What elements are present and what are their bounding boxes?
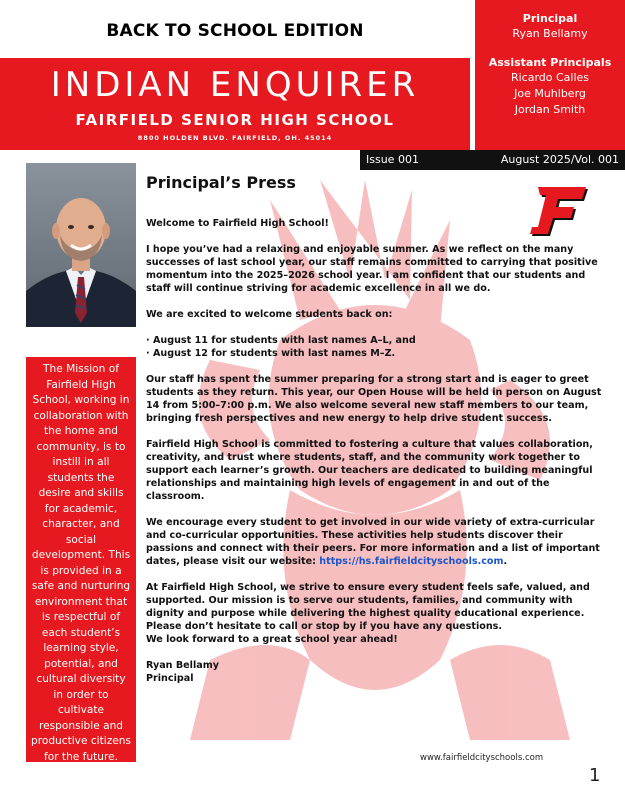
article-body — [146, 217, 608, 685]
school-name: FAIRFIELD SENIOR HIGH SCHOOL — [75, 111, 395, 129]
page-number: 1 — [589, 765, 601, 786]
assistant-principal: Jordan Smith — [514, 103, 586, 116]
mission-statement: The Mission of Fairfield High School, working in collaboration with the home and community, is to instill in all students the desire and skills for academic, character, and social development. This is provided in a safe and nurturing environment that is respectful of each student’s learning style, potential, and cultural diversity in order to cultivate responsible and productive citizens for the future. — [26, 357, 136, 762]
issue-date: August 2025/Vol. 001 — [500, 153, 619, 166]
list-item: · August 12 for students with last names M–Z. — [146, 348, 396, 359]
issue-number: Issue 001 — [366, 153, 419, 166]
paragraph: At Fairfield High School, we strive to ensure every student feels safe, valued, and supported. Our mission is to serve our students, families, and community with dignity and purpose while delivering the highest quality educational experience. Please don’t hesitate to call or stop by if you have any questions. — [146, 582, 590, 632]
signature-name: Ryan Bellamy — [146, 660, 219, 671]
paragraph: We look forward to a great school year ahead! — [146, 634, 398, 645]
assistant-principal: Joe Muhlberg — [514, 87, 586, 100]
masthead-title: INDIAN ENQUIRER — [50, 65, 420, 105]
article-title: Principal’s Press — [146, 173, 296, 192]
staff-box — [475, 0, 625, 150]
website-link[interactable]: https://hs.fairfieldcityschools.com — [319, 556, 504, 567]
school-address: 8800 HOLDEN BLVD. FAIRFIELD, OH. 45014 — [137, 134, 333, 142]
principal-name: Ryan Bellamy — [512, 27, 588, 40]
edition-label: BACK TO SCHOOL EDITION — [106, 21, 364, 41]
paragraph: Our staff has spent the summer preparing for a strong start and is eager to greet students as they return. This year, our Open House will be held in person on August 14 from 5:00–7:00 p.m. We also welcome several new staff members to our team, bringing fresh perspectives and new energy to help drive student success. — [146, 374, 602, 424]
principal-title: Principal — [522, 12, 578, 25]
signature-title: Principal — [146, 673, 194, 684]
paragraph-text: We encourage every student to get involved in our wide variety of extra-curricular and co-curricular opportunities. These activities help students discover their passions and connect with their peers. For more information and a list of important dates, please visit our website: — [146, 517, 600, 567]
paragraph — [146, 516, 608, 568]
footer-website: www.fairfieldcityschools.com — [420, 753, 544, 763]
paragraph-end: . — [503, 556, 508, 567]
list-item: · August 11 for students with last names A–L, and — [146, 335, 416, 346]
assistant-principal: Ricardo Calles — [510, 71, 590, 84]
paragraph: We are excited to welcome students back on: — [146, 309, 393, 320]
greeting: Welcome to Fairfield High School! — [146, 218, 329, 229]
paragraph: I hope you’ve had a relaxing and enjoyable summer. As we reflect on the many successes of last school year, our staff remains committed to carrying that positive momentum into the 2025–2026 school year. I am confident that our students and staff will continue striving for academic excellence in all we do. — [146, 244, 598, 294]
paragraph: Fairfield High School is committed to fostering a culture that values collaboration, creativity, and trust where students, staff, and the community work together to support each learner’s growth. Our teachers are dedicated to building meaningful relationships and maintaining high levels of engagement in and out of the classroom. — [146, 439, 593, 502]
principal-photo — [26, 163, 136, 327]
assistant-principals-title: Assistant Principals — [488, 56, 612, 69]
